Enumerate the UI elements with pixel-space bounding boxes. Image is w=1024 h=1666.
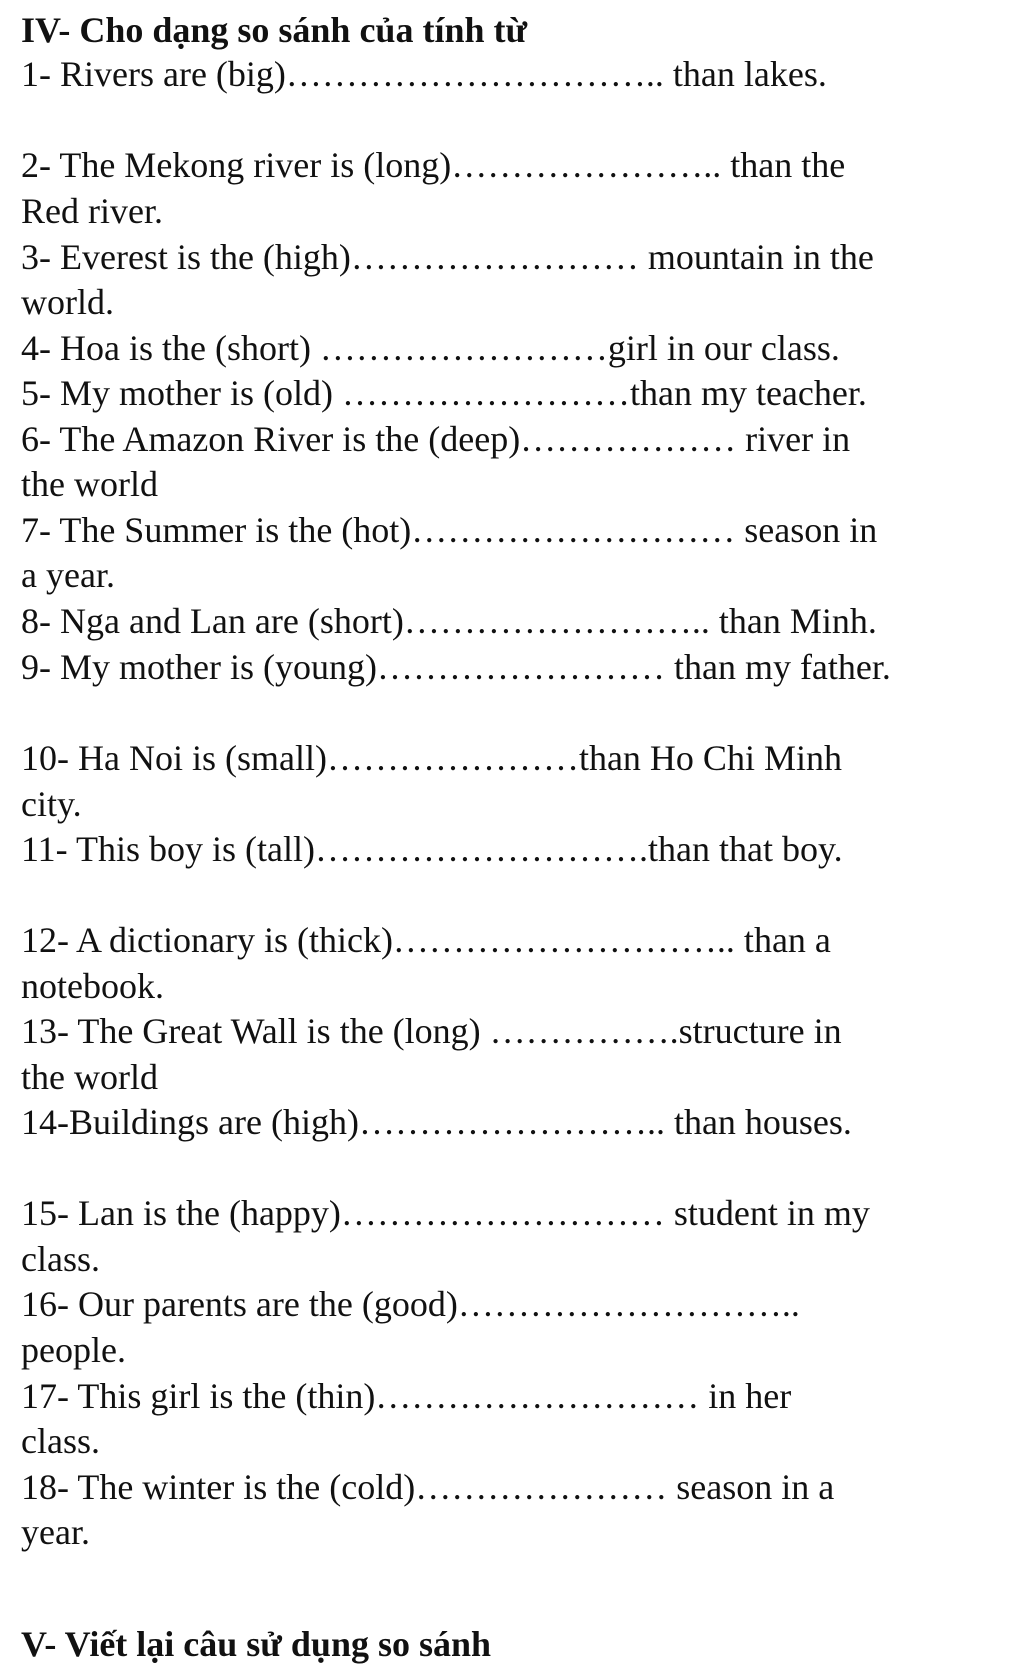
exercise-line-15: 15- Lan is the (happy)……………………… student in my [21,1193,870,1233]
exercise-line-9: 9- My mother is (young)…………………… than my father. [21,647,891,687]
exercise-line-11: 11- This boy is (tall)……………………….than that boy. [21,829,843,869]
exercise-line-14: 14-Buildings are (high)…………………….. than houses. [21,1102,852,1142]
exercise-line-3: 3- Everest is the (high)…………………… mountain in the [21,237,874,277]
exercise-line-3-cont: world. [21,282,114,322]
exercise-line-15-cont: class. [21,1239,100,1279]
exercise-line-5: 5- My mother is (old) ……………………than my teacher. [21,373,867,413]
exercise-line-2-cont: Red river. [21,191,163,231]
exercise-line-12: 12- A dictionary is (thick)……………………….. than a [21,920,831,960]
exercise-line-13-cont: the world [21,1057,158,1097]
next-section-heading-cut: V- Viết lại câu sử dụng so sánh [21,1624,492,1664]
exercise-line-4: 4- Hoa is the (short) ……………………girl in our class. [21,328,840,368]
exercise-line-2: 2- The Mekong river is (long)………………….. than the [21,145,846,185]
exercise-line-17: 17- This girl is the (thin)……………………… in her [21,1376,792,1416]
exercise-line-17-cont: class. [21,1421,100,1461]
exercise-line-13: 13- The Great Wall is the (long) …………….structure in [21,1011,842,1051]
exercise-line-10-cont: city. [21,784,82,824]
exercise-line-8: 8- Nga and Lan are (short)…………………….. than Minh. [21,601,877,641]
exercise-line-6: 6- The Amazon River is the (deep)……………… river in [21,419,851,459]
section-title: IV- Cho dạng so sánh của tính từ [21,10,528,50]
exercise-line-6-cont: the world [21,464,158,504]
exercise-line-18-cont: year. [21,1512,90,1552]
exercise-line-18: 18- The winter is the (cold)………………… season in a [21,1467,835,1507]
exercise-line-16: 16- Our parents are the (good)……………………….. [21,1284,800,1324]
exercise-line-12-cont: notebook. [21,966,164,1006]
exercise-line-16-cont: people. [21,1330,126,1370]
exercise-line-1: 1- Rivers are (big)………………………….. than lakes. [21,54,827,94]
exercise-line-10: 10- Ha Noi is (small)…………………than Ho Chi Minh [21,738,842,778]
exercise-line-7: 7- The Summer is the (hot)……………………… season in [21,510,878,550]
exercise-line-7-cont: a year. [21,555,115,595]
